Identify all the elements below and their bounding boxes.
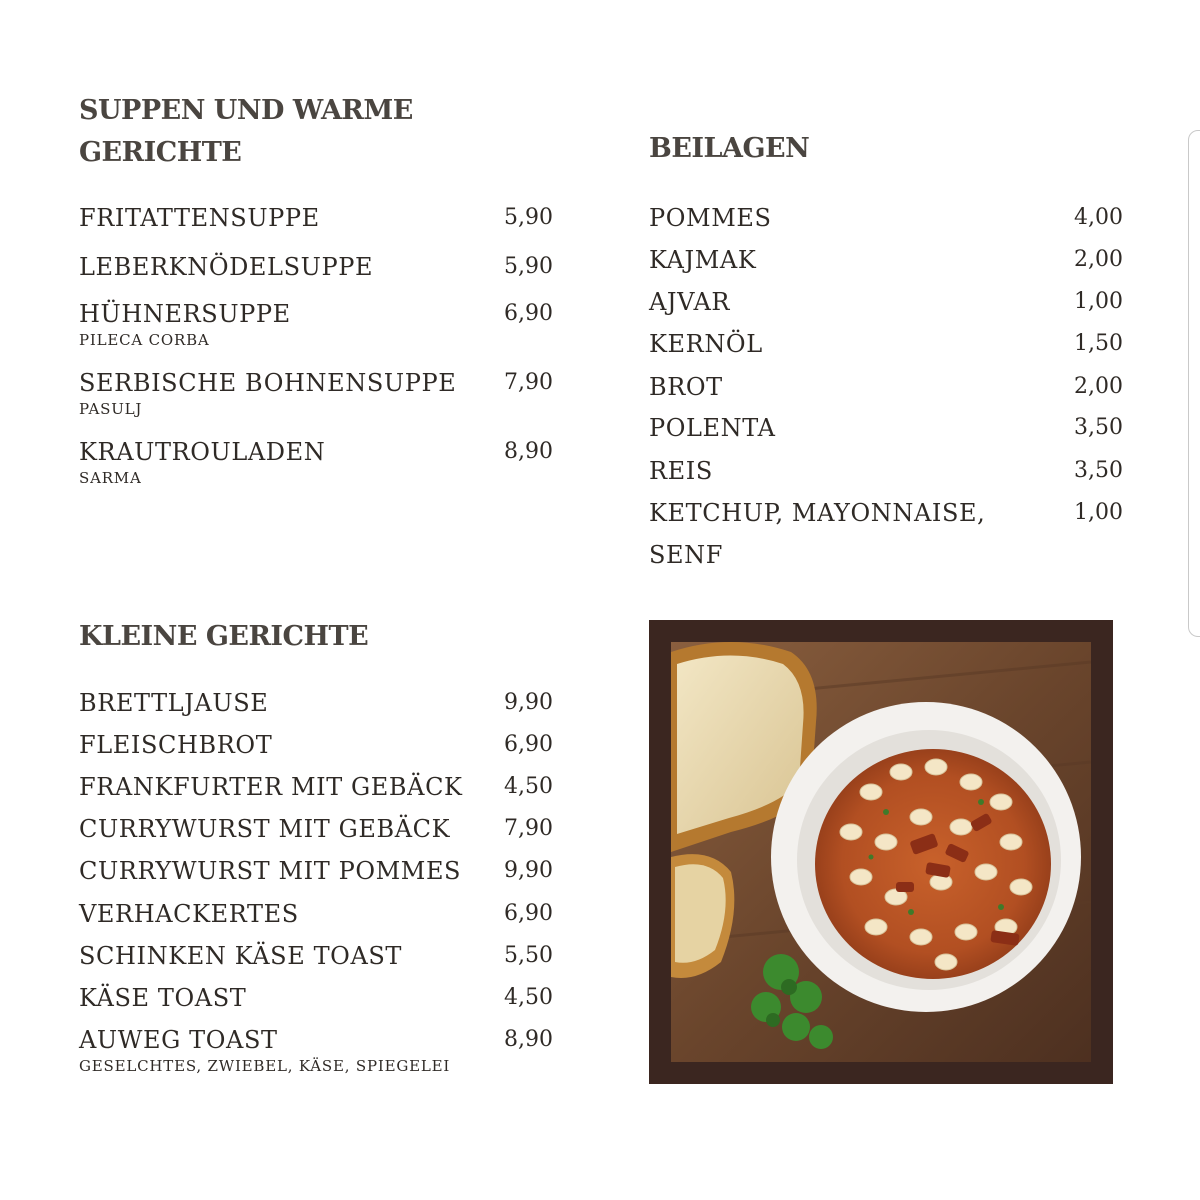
item-name: POMMES	[649, 204, 772, 232]
item-name: KERNÖL	[649, 330, 763, 358]
item-price: 6,90	[504, 732, 553, 757]
item-price: 4,00	[1074, 205, 1123, 230]
item-name: KETCHUP, MAYONNAISE, SENF	[649, 499, 986, 569]
section-title-beilagen: BEILAGEN	[649, 133, 810, 164]
item-name: CURRYWURST MIT POMMES	[79, 857, 462, 885]
side-scroll-tab[interactable]	[1188, 130, 1200, 637]
item-price: 5,50	[504, 943, 553, 968]
item-name: KAJMAK	[649, 246, 757, 274]
item-price: 1,00	[1074, 289, 1123, 314]
item-name: HÜHNERSUPPE	[79, 300, 291, 328]
item-price: 1,50	[1074, 331, 1123, 356]
section-suppen	[79, 90, 553, 510]
section-beilagen	[649, 128, 1123, 578]
item-price: 7,90	[504, 816, 553, 841]
item-subtitle: PASULJ	[79, 400, 143, 418]
item-name: BROT	[649, 373, 723, 401]
item-subtitle: PILECA CORBA	[79, 331, 210, 349]
item-price: 6,90	[504, 901, 553, 926]
item-price: 2,00	[1074, 374, 1123, 399]
section-title-kleine-gerichte: KLEINE GERICHTE	[79, 621, 369, 652]
item-price: 4,50	[504, 985, 553, 1010]
item-price: 2,00	[1074, 247, 1123, 272]
section-kleine-gerichte	[79, 616, 553, 1086]
bean-soup-illustration	[671, 642, 1091, 1062]
item-name: KRAUTROULADEN	[79, 438, 326, 466]
item-name: BRETTLJAUSE	[79, 689, 269, 717]
item-name: FLEISCHBROT	[79, 731, 273, 759]
bean-soup-photo	[671, 642, 1091, 1062]
item-price: 5,90	[504, 254, 553, 279]
item-price: 7,90	[504, 370, 553, 395]
section-title-suppen: SUPPEN UND WARME GERICHTE	[79, 95, 413, 168]
item-name: LEBERKNÖDELSUPPE	[79, 253, 374, 281]
item-price: 5,90	[504, 205, 553, 230]
item-name: AJVAR	[649, 288, 731, 316]
item-name: AUWEG TOAST	[79, 1026, 278, 1054]
item-subtitle: SARMA	[79, 469, 142, 487]
item-price: 3,50	[1074, 415, 1123, 440]
item-name: FRITATTENSUPPE	[79, 204, 320, 232]
item-price: 9,90	[504, 858, 553, 883]
item-price: 9,90	[504, 690, 553, 715]
item-price: 3,50	[1074, 458, 1123, 483]
item-price: 8,90	[504, 1027, 553, 1052]
item-name: VERHACKERTES	[79, 900, 299, 928]
item-name: CURRYWURST MIT GEBÄCK	[79, 815, 451, 843]
item-name: POLENTA	[649, 414, 776, 442]
item-price: 4,50	[504, 774, 553, 799]
food-photo-frame	[649, 620, 1113, 1084]
item-name: FRANKFURTER MIT GEBÄCK	[79, 773, 463, 801]
item-subtitle: GESELCHTES, ZWIEBEL, KÄSE, SPIEGELEI	[79, 1057, 451, 1075]
item-price: 6,90	[504, 301, 553, 326]
item-name: KÄSE TOAST	[79, 984, 247, 1012]
item-name: SCHINKEN KÄSE TOAST	[79, 942, 403, 970]
item-name: REIS	[649, 457, 713, 485]
item-name: SERBISCHE BOHNENSUPPE	[79, 369, 457, 397]
item-price: 1,00	[1074, 500, 1123, 525]
item-price: 8,90	[504, 439, 553, 464]
